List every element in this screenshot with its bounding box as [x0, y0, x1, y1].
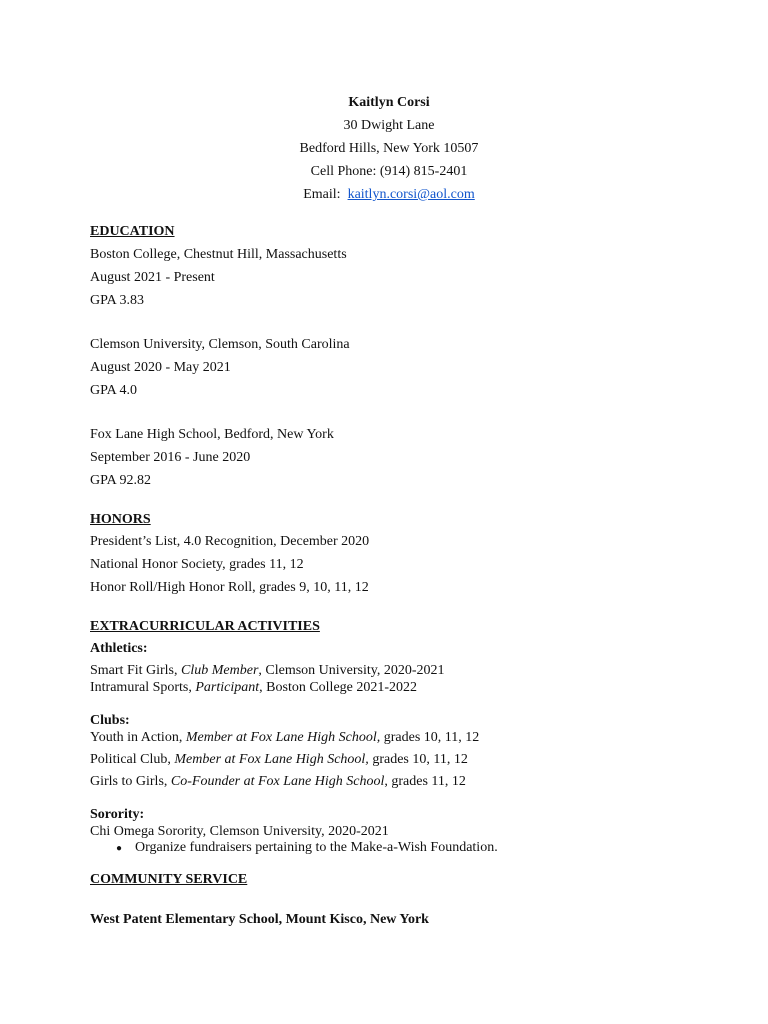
school-gpa: GPA 3.83 [90, 293, 144, 308]
school-dates: August 2021 - Present [90, 270, 215, 285]
athletics-label: Athletics: [90, 641, 148, 656]
school-dates: September 2016 - June 2020 [90, 450, 251, 465]
club-item: Girls to Girls, Co-Founder at Fox Lane High School, grades 11, 12 [90, 774, 466, 789]
honor-item: Honor Roll/High Honor Roll, grades 9, 10, 11, 12 [90, 580, 369, 595]
community-service-org: West Patent Elementary School, Mount Kisco, New York [90, 912, 429, 927]
club-item: Youth in Action, Member at Fox Lane High School, grades 10, 11, 12 [90, 730, 480, 745]
school-name: Fox Lane High School, Bedford, New York [90, 427, 334, 442]
honor-item: National Honor Society, grades 11, 12 [90, 557, 304, 572]
school-name: Boston College, Chestnut Hill, Massachusetts [90, 247, 347, 262]
email-line [0, 186, 768, 203]
school-gpa: GPA 4.0 [90, 383, 137, 398]
email-label: Email: [303, 187, 341, 202]
resume-name: Kaitlyn Corsi [348, 95, 430, 110]
education-heading: EDUCATION [90, 224, 175, 239]
address-line-2: Bedford Hills, New York 10507 [299, 141, 479, 156]
school-name: Clemson University, Clemson, South Carolina [90, 337, 350, 352]
community-service-heading: COMMUNITY SERVICE [90, 872, 248, 887]
sorority-bullet-text: Organize fundraisers pertaining to the Make-a-Wish Foundation. [135, 840, 498, 855]
sorority-line: Chi Omega Sorority, Clemson University, 2020-2021 [90, 824, 389, 839]
phone-line: Cell Phone: (914) 815-2401 [310, 164, 468, 179]
email-link[interactable]: kaitlyn.corsi@aol.com [347, 187, 475, 202]
address-line-1: 30 Dwight Lane [343, 118, 435, 133]
activity-item: Smart Fit Girls, Club Member, Clemson University, 2020-2021 [90, 663, 445, 678]
activity-item: Intramural Sports, Participant, Boston College 2021-2022 [90, 680, 418, 695]
club-item: Political Club, Member at Fox Lane High School, grades 10, 11, 12 [90, 752, 468, 767]
clubs-label: Clubs: [90, 713, 130, 728]
sorority-label: Sorority: [90, 807, 145, 822]
school-gpa: GPA 92.82 [90, 473, 151, 488]
extracurricular-heading: EXTRACURRICULAR ACTIVITIES [90, 619, 320, 634]
honors-heading: HONORS [90, 512, 151, 527]
school-dates: August 2020 - May 2021 [90, 360, 231, 375]
bullet-icon: ● [116, 843, 123, 854]
honor-item: President’s List, 4.0 Recognition, December 2020 [90, 534, 370, 549]
